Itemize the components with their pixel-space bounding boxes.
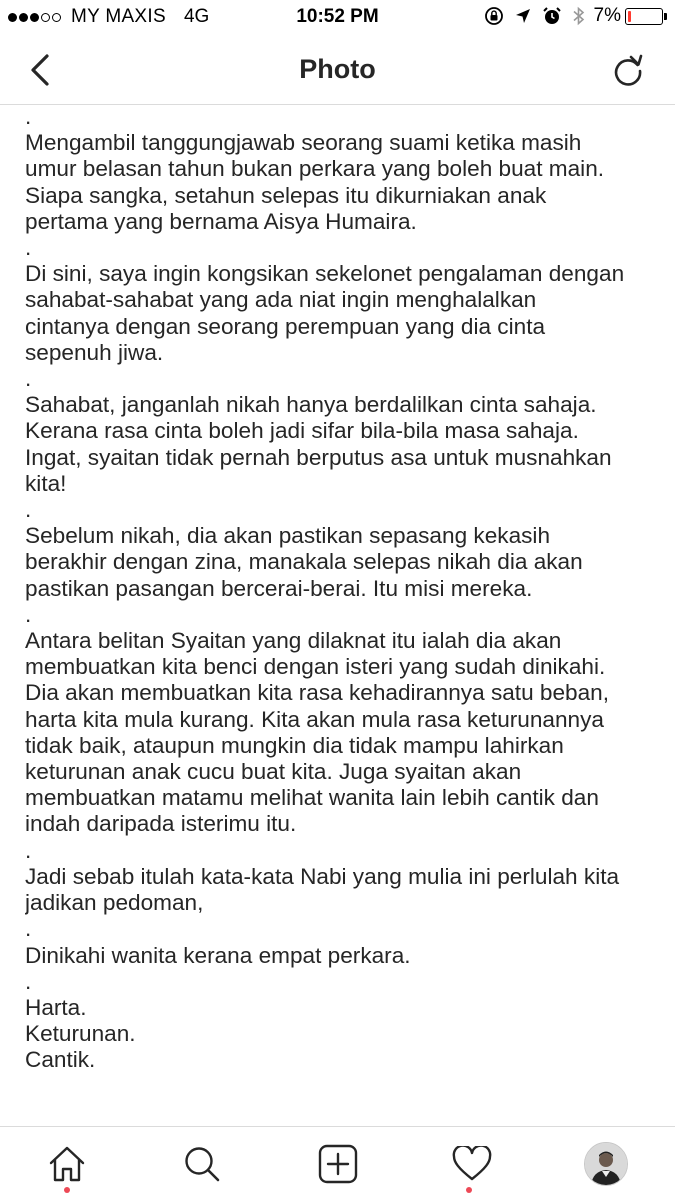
carrier-name: MY MAXIS [71,6,166,27]
caption-line: Di sini, saya ingin kongsikan sekelonet pengalaman dengan [25,261,625,287]
caption-line: sahabat-sahabat yang ada niat ingin menghalalkan [25,287,537,313]
caption-line: Keturunan. [25,1021,136,1047]
add-post-icon [318,1144,358,1184]
location-arrow-icon [514,7,532,25]
caption-line: membuatkan kita benci dengan isteri yang sudah dinikahi. [25,654,606,680]
refresh-icon [611,53,645,87]
caption-line: Sebelum nikah, dia akan pastikan sepasang kekasih [25,523,551,549]
caption-line: Cantik. [25,1047,96,1073]
activity-notification-dot [466,1187,472,1193]
caption-line: pertama yang bernama Aisya Humaira. [25,208,417,234]
tab-home[interactable] [42,1139,92,1189]
alarm-clock-icon [542,6,562,26]
refresh-button[interactable] [609,51,647,89]
caption-line: berakhir dengan zina, manakala selepas nikah dia akan [25,549,583,575]
battery-percent: 7% [593,5,621,26]
search-icon [183,1145,221,1183]
caption-line: Dia akan membuatkan kita rasa kehadirannya satu beban, [25,680,610,706]
caption-separator: . [25,968,32,994]
post-caption[interactable] [25,104,660,1122]
rotation-lock-icon [484,6,504,26]
caption-line: Harta. [25,994,87,1020]
caption-line: Dinikahi wanita kerana empat perkara. [25,942,411,968]
caption-line: indah daripada isterimu itu. [25,811,297,837]
caption-line: jadikan pedoman, [25,890,204,916]
caption-separator: . [25,235,32,261]
profile-avatar [584,1142,628,1186]
caption-line: Kerana rasa cinta boleh jadi sifar bila-bila masa sahaja. [25,418,579,444]
tab-search[interactable] [177,1139,227,1189]
caption-line: umur belasan tahun bukan perkara yang boleh buat main. [25,156,605,182]
status-bar [0,0,675,36]
status-time: 10:52 PM [296,6,379,27]
caption-line: cintanya dengan seorang perempuan yang dia cinta [25,313,546,339]
caption-line: Sahabat, janganlah nikah hanya berdalilkan cinta sahaja. [25,392,597,418]
caption-separator: . [25,837,32,863]
caption-line: keturunan anak cucu buat kita. Juga syaitan akan [25,759,522,785]
caption-line: harta kita mula kurang. Kita akan mula rasa keturunannya [25,706,604,732]
caption-line: tidak baik, ataupun mungkin dia tidak mampu lahirkan [25,732,564,758]
tab-activity[interactable] [447,1139,497,1189]
status-right [474,5,667,27]
battery-level-fill [628,11,631,22]
caption-separator: . [25,497,32,523]
page-title: Photo [299,54,376,84]
tab-profile[interactable] [581,1139,631,1189]
network-type: 4G [183,6,210,27]
caption-line: Mengambil tanggungjawab seorang suami ketika masih [25,130,582,156]
caption-line: Ingat, syaitan tidak pernah berputus asa untuk musnahkan [25,444,612,470]
caption-line: kita! [25,470,67,496]
caption-separator: . [25,104,32,129]
caption-line: Antara belitan Syaitan yang dilaknat itu ialah dia akan [25,628,562,654]
caption-line: sepenuh jiwa. [25,339,164,365]
home-icon [47,1145,87,1183]
caption-line: pastikan pasangan bercerai-berai. Itu misi mereka. [25,575,533,601]
battery-icon [625,8,663,25]
caption-separator: . [25,916,32,942]
tab-new-post[interactable] [313,1139,363,1189]
bottom-tab-bar [0,1126,675,1201]
navigation-bar [0,36,675,105]
caption-separator: . [25,601,32,627]
caption-line: membuatkan matamu melihat wanita lain lebih cantik dan [25,785,599,811]
battery-cap [664,13,667,20]
bluetooth-icon [572,6,586,26]
heart-icon [452,1146,492,1182]
caption-separator: . [25,366,32,392]
caption-line: Jadi sebab itulah kata-kata Nabi yang mulia ini perlulah kita [25,863,620,889]
caption-line: Siapa sangka, setahun selepas itu dikurniakan anak [25,182,547,208]
home-notification-dot [64,1187,70,1193]
